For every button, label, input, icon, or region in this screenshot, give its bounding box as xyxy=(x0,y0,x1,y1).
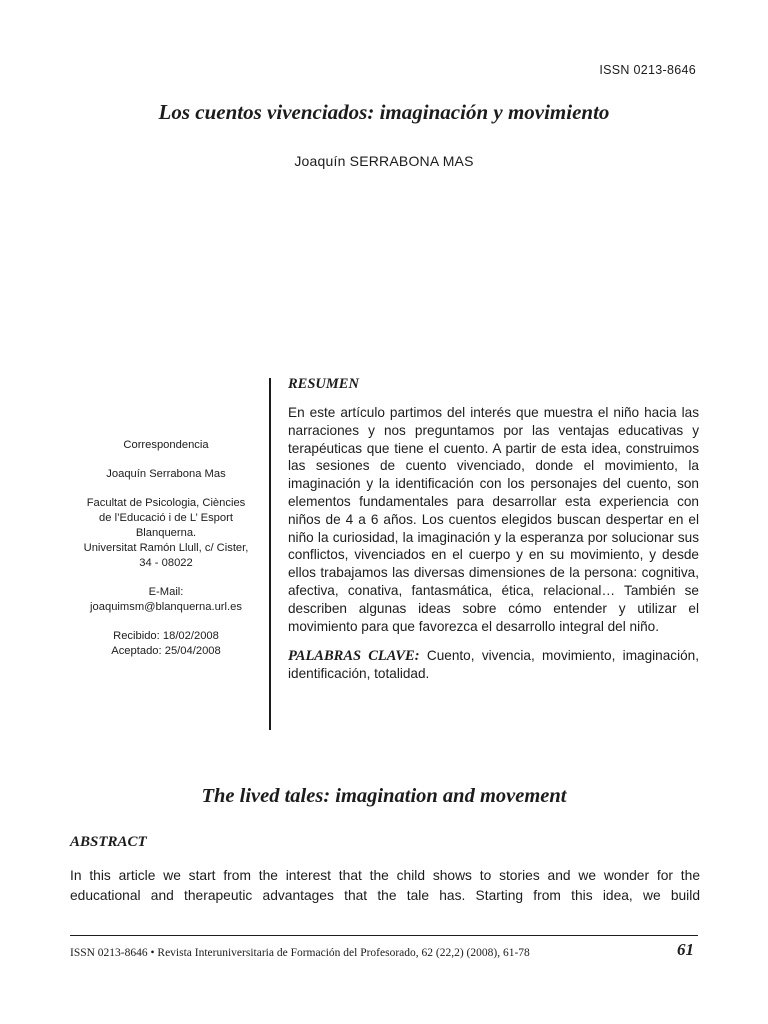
keywords-label: PALABRAS CLAVE: xyxy=(288,648,420,665)
abstract-text: In this article we start from the interest that the child shows to stories and we wonder for the educational and therapeutic advantages that the tale has. Starting from this idea, we build xyxy=(70,868,700,903)
article-title-english: The lived tales: imagination and movement xyxy=(201,785,567,807)
footer-rule xyxy=(70,935,698,936)
address-line: Universitat Ramón Llull, c/ Cister, xyxy=(83,542,249,554)
email-label: E-Mail: xyxy=(148,586,184,598)
abstract-heading: ABSTRACT xyxy=(70,834,147,850)
address-line: de l’Educació i de L’ Esport xyxy=(99,512,233,524)
resumen-section xyxy=(288,376,699,683)
issn-header: ISSN 0213-8646 xyxy=(599,63,696,77)
keywords-paragraph xyxy=(288,647,699,683)
column-divider xyxy=(269,378,271,730)
resumen-heading: RESUMEN xyxy=(288,376,359,392)
article-title-spanish: Los cuentos vivenciados: imaginación y movimiento xyxy=(158,100,610,124)
resumen-text: En este artículo partimos del interés que muestra el niño hacia las narraciones y nos preguntamos por las ventajas educativas y terapéuticas que tiene el cuento. A partir de esta idea, construimos las sesiones de cuento vivenciado, donde el movimiento, la imaginación y la identificación con los personajes del cuento, son elementos fundamentales para desarrollar esta experiencia con niños de 4 a 6 años. Los cuentos elegidos buscan despertar en el niño la curiosidad, la imaginación y la esperanza por solucionar sus conflictos, vivenciados en el cuerpo y en su movimiento, y desde ellos trabajamos las diversas dimensiones de la persona: cognitiva, afectiva, conativa, fantasmática, ética, relacional… También se describen algunas ideas sobre cómo entender y utilizar el movimiento para que favorezca el desarrollo integral del niño. xyxy=(288,405,699,634)
email-address: joaquimsm@blanquerna.url.es xyxy=(90,601,242,613)
author-name: Joaquín SERRABONA MAS xyxy=(294,153,474,169)
address-line: 34 - 08022 xyxy=(139,557,193,569)
address-line: Blanquerna. xyxy=(135,527,197,539)
correspondence-sidebar xyxy=(70,438,262,659)
journal-citation: ISSN 0213-8646 • Revista Interuniversitaria de Formación del Profesorado, 62 (22,2) (2008), 61-78 xyxy=(70,947,530,959)
correspondence-name: Joaquín Serrabona Mas xyxy=(106,468,226,480)
address-line: Facultat de Psicologia, Ciències xyxy=(86,497,246,509)
accepted-date: Aceptado: 25/04/2008 xyxy=(111,645,221,657)
received-date: Recibido: 18/02/2008 xyxy=(113,630,219,642)
correspondence-heading: Correspondencia xyxy=(123,439,209,451)
page-number: 61 xyxy=(677,940,694,959)
keywords-list: Cuento, vivencia, movimiento, imaginación, identificación, totalidad. xyxy=(288,648,699,682)
